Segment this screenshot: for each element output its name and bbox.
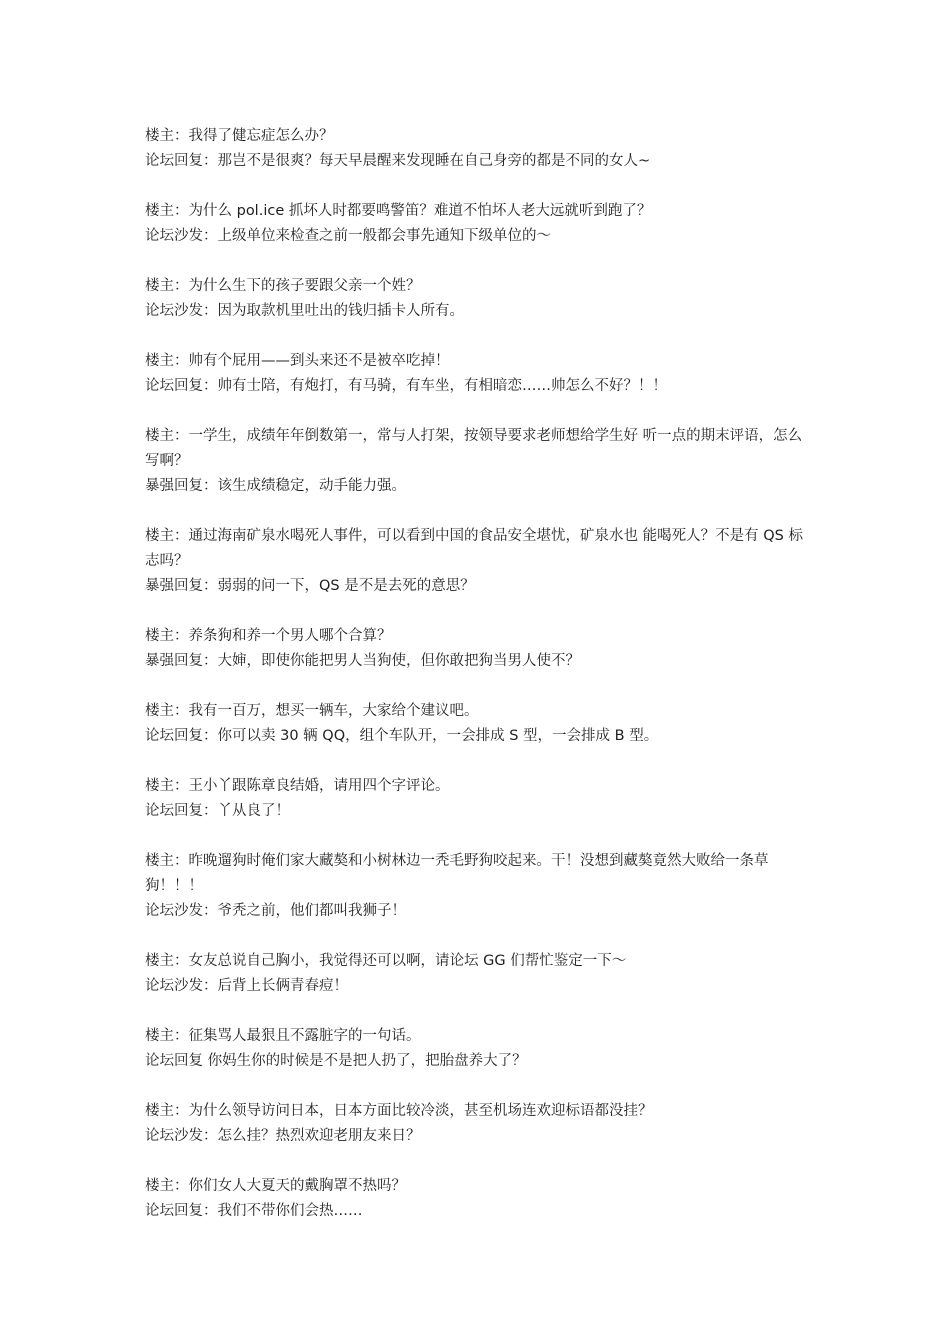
answer-line: 论坛沙发：上级单位来检查之前一般都会事先通知下级单位的～ <box>145 228 551 244</box>
qa-entry <box>145 124 805 174</box>
question-line: 楼主：我得了健忘症怎么办？ <box>145 128 334 144</box>
answer-line: 论坛回复：丫从良了！ <box>145 803 290 819</box>
question-line: 楼主：征集骂人最狠且不露脏字的一句话。 <box>145 1028 421 1044</box>
question-line: 楼主：你们女人大夏天的戴胸罩不热吗？ <box>145 1178 406 1194</box>
qa-entry <box>145 1099 805 1149</box>
question-line: 楼主：一学生，成绩年年倒数第一，常与人打架，按领导要求老师想给学生好 听一点的期末评语，怎么写啊？ <box>145 428 803 469</box>
question-line: 楼主：为什么领导访问日本，日本方面比较冷淡，甚至机场连欢迎标语都没挂？ <box>145 1103 653 1119</box>
qa-entry <box>145 199 805 249</box>
answer-line: 论坛沙发：后背上长俩青春痘！ <box>145 978 348 994</box>
qa-entry <box>145 624 805 674</box>
question-line: 楼主：昨晚遛狗时俺们家大藏獒和小树林边一秃毛野狗咬起来。干！没想到藏獒竟然大败给一条草狗！！！ <box>145 853 769 894</box>
answer-line: 论坛沙发：爷秃之前，他们都叫我狮子！ <box>145 903 406 919</box>
answer-line: 论坛回复：我们不带你们会热…… <box>145 1203 363 1219</box>
question-line: 楼主：为什么 pol.ice 抓坏人时都要鸣警笛？难道不怕坏人老大远就听到跑了？ <box>145 203 652 219</box>
qa-entry <box>145 424 805 499</box>
answer-line: 暴强回复：该生成绩稳定，动手能力强。 <box>145 478 406 494</box>
qa-entry <box>145 1174 805 1224</box>
answer-line: 论坛回复：帅有士陪，有炮打，有马骑，有车坐，有相暗恋……帅怎么不好？！！ <box>145 378 667 394</box>
question-line: 楼主：王小丫跟陈章良结婚，请用四个字评论。 <box>145 778 450 794</box>
question-line: 楼主：我有一百万，想买一辆车，大家给个建议吧。 <box>145 703 479 719</box>
answer-line: 暴强回复：弱弱的问一下，QS 是不是去死的意思？ <box>145 578 475 594</box>
answer-line: 论坛回复：你可以卖 30 辆 QQ，组个车队开，一会排成 S 型，一会排成 B 型。 <box>145 728 659 744</box>
question-line: 楼主：养条狗和养一个男人哪个合算？ <box>145 628 392 644</box>
qa-entry <box>145 524 805 599</box>
qa-entry <box>145 274 805 324</box>
qa-entry <box>145 349 805 399</box>
answer-line: 论坛回复 你妈生你的时候是不是把人扔了，把胎盘养大了？ <box>145 1053 527 1069</box>
qa-entry <box>145 949 805 999</box>
answer-line: 暴强回复：大婶，即使你能把男人当狗使，但你敢把狗当男人使不？ <box>145 653 580 669</box>
answer-line: 论坛沙发：怎么挂？热烈欢迎老朋友来日？ <box>145 1128 421 1144</box>
question-line: 楼主：女友总说自己胸小，我觉得还可以啊，请论坛 GG 们帮忙鉴定一下～ <box>145 953 627 969</box>
qa-entry <box>145 699 805 749</box>
qa-entry <box>145 774 805 824</box>
answer-line: 论坛回复：那岂不是很爽？每天早晨醒来发现睡在自己身旁的都是不同的女人~ <box>145 153 651 169</box>
question-line: 楼主：为什么生下的孩子要跟父亲一个姓？ <box>145 278 421 294</box>
question-line: 楼主：通过海南矿泉水喝死人事件，可以看到中国的食品安全堪忧，矿泉水也 能喝死人？不是有 QS 标志吗？ <box>145 528 803 569</box>
qa-entry <box>145 1024 805 1074</box>
question-line: 楼主：帅有个屁用——到头来还不是被卒吃掉！ <box>145 353 450 369</box>
answer-line: 论坛沙发：因为取款机里吐出的钱归插卡人所有。 <box>145 303 464 319</box>
document-page <box>145 124 805 1249</box>
qa-entry <box>145 849 805 924</box>
